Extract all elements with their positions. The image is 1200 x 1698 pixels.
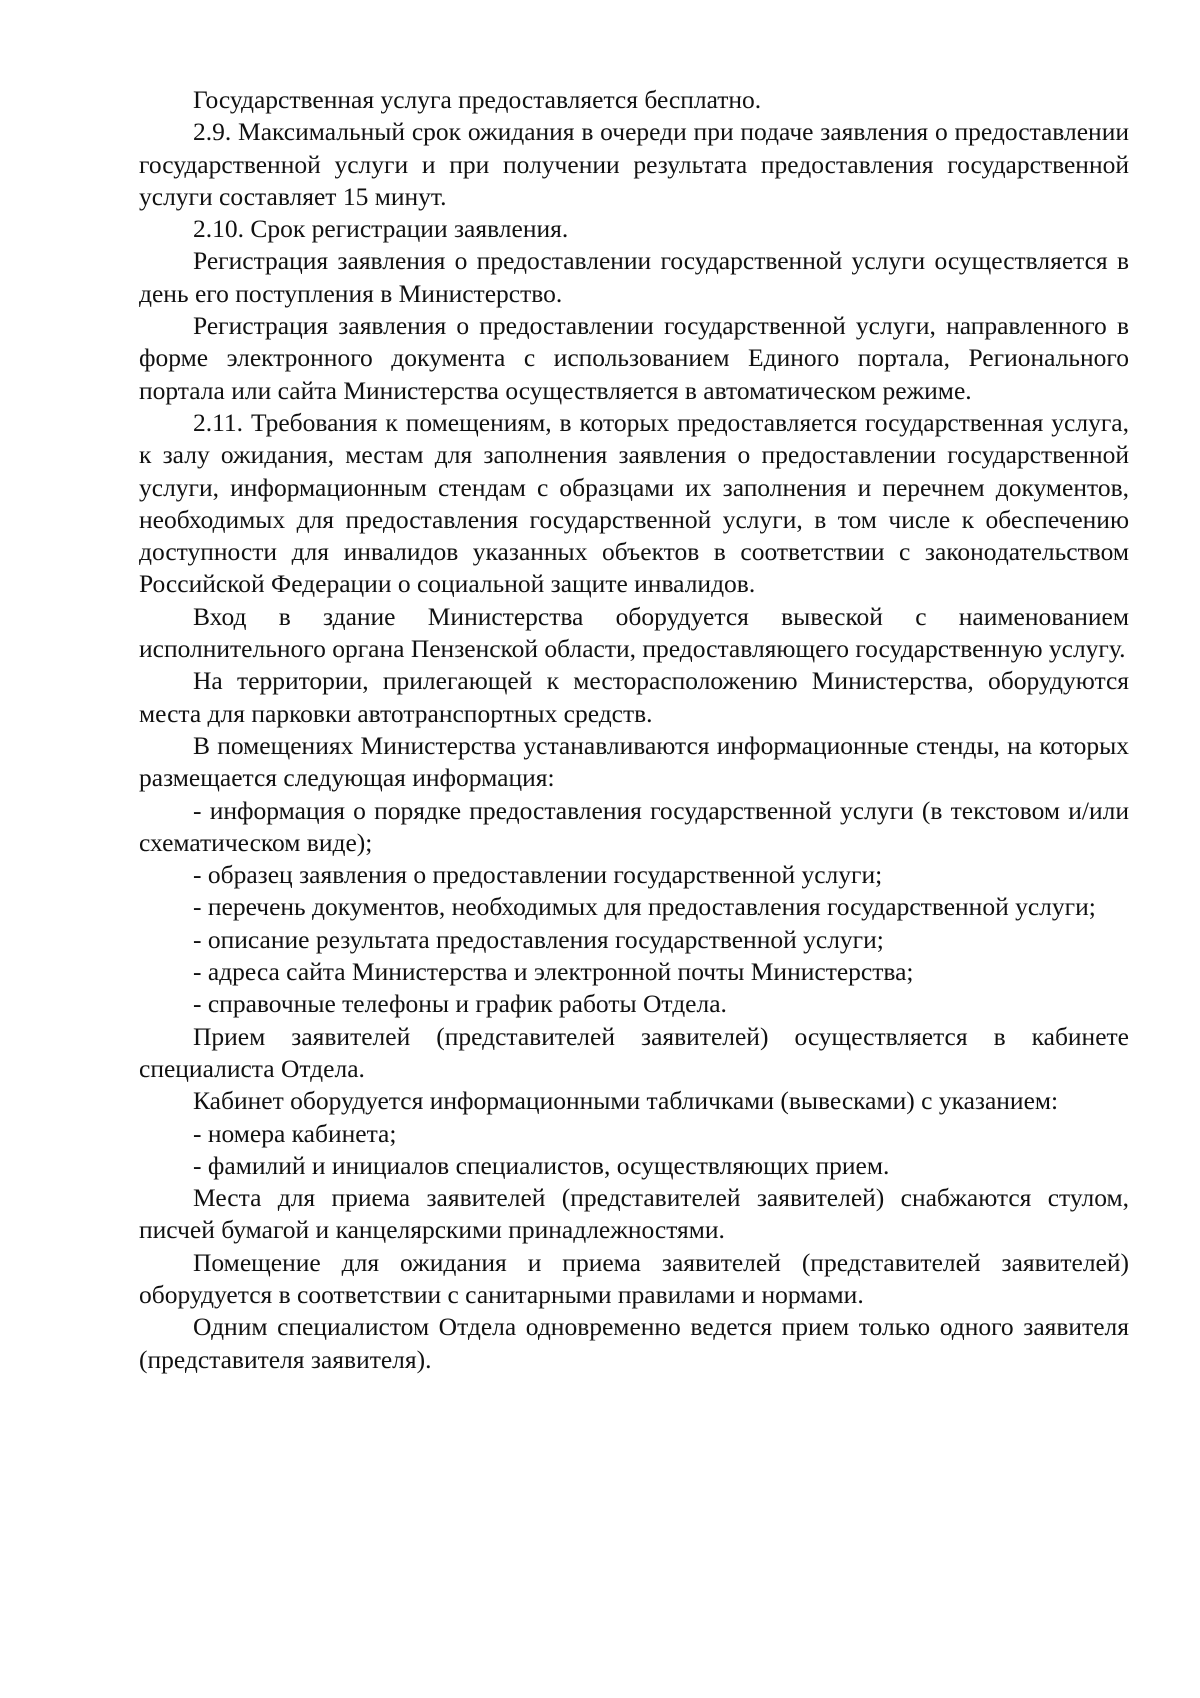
paragraph-2-9-waiting-time: 2.9. Максимальный срок ожидания в очереди при подаче заявления о предоставлении государственной услуги и при получении результата предоставления государственной услуги составляет 15 минут.: [139, 117, 1129, 211]
paragraph-2-11-requirements: 2.11. Требования к помещениям, в которых предоставляется государственная услуга, к залу ожидания, местам для заполнения заявления о предоставлении государственной услуги, информационным стендам с образцами их заполнения и перечнем документов, необходимых для предоставления государственной услуги, в том числе к обеспечению доступности для инвалидов указанных объектов в соответствии с законодательством Российской Федерации о социальной защите инвалидов.: [139, 407, 1129, 599]
paragraph-parking: На территории, прилегающей к месторасположению Министерства, оборудуются места для парковки автотранспортных средств.: [139, 666, 1129, 728]
paragraph-registration-day: Регистрация заявления о предоставлении государственной услуги осуществляется в день его поступления в Министерство.: [139, 246, 1129, 308]
paragraph-one-applicant: Одним специалистом Отдела одновременно ведется прием только одного заявителя (представителя заявителя).: [139, 1312, 1129, 1374]
list-item-application-sample: - образец заявления о предоставлении государственной услуги;: [193, 860, 883, 890]
paragraph-reception-office: Прием заявителей (представителей заявителей) осуществляется в кабинете специалиста Отдела.: [139, 1021, 1129, 1083]
document-page: [139, 84, 1129, 1376]
paragraph-reception-supplies: Места для приема заявителей (представителей заявителей) снабжаются стулом, писчей бумагой и канцелярскими принадлежностями.: [139, 1183, 1129, 1245]
list-item-addresses: - адреса сайта Министерства и электронной почты Министерства;: [193, 957, 914, 987]
paragraph-free-of-charge: Государственная услуга предоставляется бесплатно.: [193, 85, 762, 114]
list-item-phones-schedule: - справочные телефоны и график работы Отдела.: [193, 989, 727, 1019]
list-item-documents-list: - перечень документов, необходимых для предоставления государственной услуги;: [193, 892, 1096, 922]
list-item-procedure-info: - информация о порядке предоставления государственной услуги (в текстовом и/или схематическом виде);: [139, 795, 1129, 857]
paragraph-entrance-sign: Вход в здание Министерства оборудуется вывеской с наименованием исполнительного органа Пензенской области, предоставляющего государственную услугу.: [139, 601, 1129, 664]
paragraph-office-signs: Кабинет оборудуется информационными табличками (вывесками) с указанием:: [193, 1086, 1059, 1116]
list-item-office-number: - номера кабинета;: [193, 1118, 397, 1148]
paragraph-registration-electronic: Регистрация заявления о предоставлении государственной услуги, направленного в форме электронного документа с использованием Единого портала, Регионального портала или сайта Министерства осуществляется в автоматическом режиме.: [139, 311, 1129, 405]
paragraph-sanitary-rules: Помещение для ожидания и приема заявителей (представителей заявителей) оборудуется в соответствии с санитарными правилами и нормами.: [139, 1247, 1129, 1309]
list-item-specialist-names: - фамилий и инициалов специалистов, осуществляющих прием.: [193, 1150, 890, 1180]
paragraph-2-10-heading: 2.10. Срок регистрации заявления.: [193, 214, 569, 244]
list-item-result-description: - описание результата предоставления государственной услуги;: [193, 924, 884, 954]
paragraph-info-stands: В помещениях Министерства устанавливаются информационные стенды, на которых размещается следующая информация:: [139, 730, 1129, 793]
